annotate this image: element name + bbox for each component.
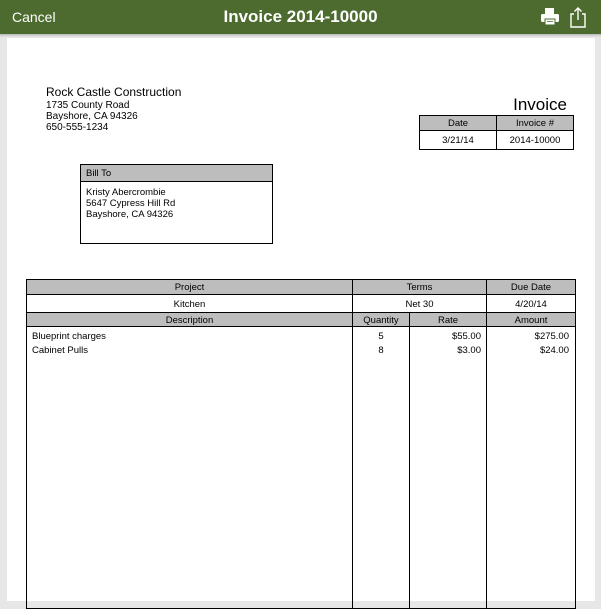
item-description: Cabinet Pulls	[32, 345, 88, 356]
item-rate: $55.00	[451, 331, 481, 342]
navigation-bar	[0, 0, 601, 34]
cancel-button[interactable]: Cancel	[12, 9, 56, 25]
bill-to-address1: 5647 Cypress Hill Rd	[86, 198, 176, 209]
item-amount: $24.00	[539, 345, 569, 356]
line-items-table	[26, 279, 576, 609]
project-header: Project	[174, 282, 205, 293]
description-header: Description	[165, 315, 214, 326]
due-date-value: 4/20/14	[515, 299, 547, 310]
rate-header: Rate	[437, 315, 459, 326]
item-amount: $275.00	[534, 331, 569, 342]
item-quantity: 5	[378, 331, 384, 342]
invoice-number: 2014-10000	[509, 135, 561, 146]
company-name: Rock Castle Construction	[46, 85, 182, 99]
invoice-info-table	[419, 115, 574, 150]
terms-header: Terms	[406, 282, 433, 293]
date-header: Date	[447, 118, 469, 129]
item-description: Blueprint charges	[32, 331, 106, 342]
bill-to-header: Bill To	[86, 168, 112, 179]
share-icon[interactable]	[568, 6, 588, 28]
invoice-heading: Invoice	[513, 95, 567, 114]
amount-header: Amount	[514, 315, 548, 326]
company-address2: Bayshore, CA 94326	[46, 111, 138, 122]
item-rate: $3.00	[457, 345, 481, 356]
bill-to-name: Kristy Abercrombie	[86, 187, 166, 198]
bill-to-address2: Bayshore, CA 94326	[86, 209, 174, 220]
quantity-header: Quantity	[363, 315, 399, 326]
bill-to-box	[80, 164, 273, 244]
company-phone: 650-555-1234	[46, 122, 109, 133]
item-quantity: 8	[378, 345, 384, 356]
page-title: Invoice 2014-10000	[223, 7, 378, 26]
terms-value: Net 30	[405, 299, 434, 310]
invoice-page	[7, 38, 595, 601]
bar-shadow	[0, 34, 601, 37]
printer-icon[interactable]	[540, 7, 560, 27]
project-value: Kitchen	[173, 299, 206, 310]
due-date-header: Due Date	[510, 282, 552, 293]
company-address1: 1735 County Road	[46, 100, 130, 111]
invoice-date: 3/21/14	[442, 135, 474, 146]
invoice-number-header: Invoice #	[515, 118, 555, 129]
